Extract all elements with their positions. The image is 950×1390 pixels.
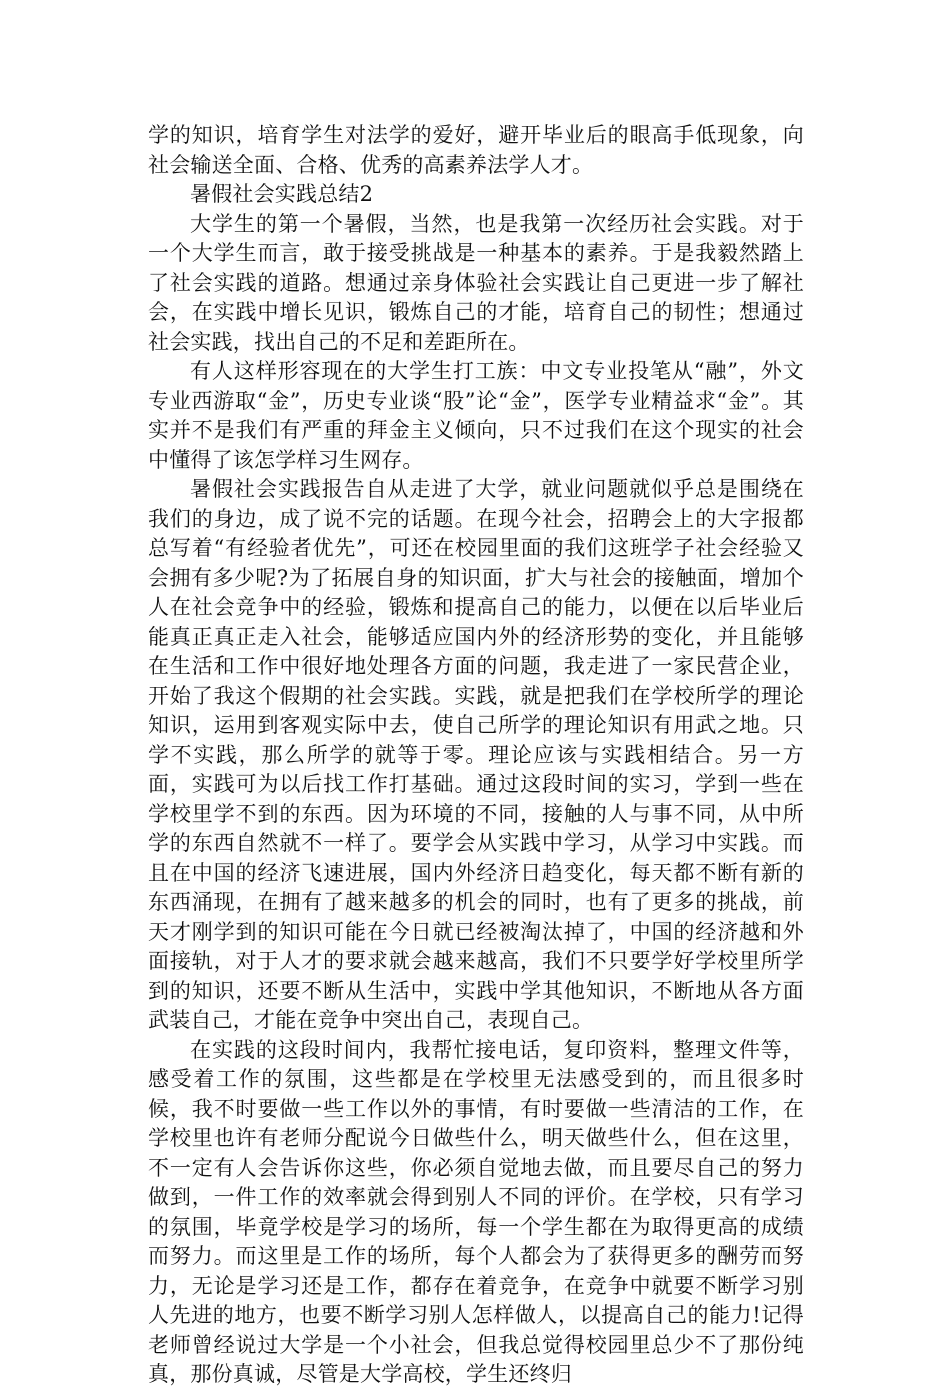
- paragraph-continued: 学的知识，培育学生对法学的爱好，避开毕业后的眼高手低现象，向社会输送全面、合格、优秀的高素养法学人才。: [148, 123, 804, 177]
- paragraph: 在实践的这段时间内，我帮忙接电话，复印资料，整理文件等，感受着工作的氛围，这些都是在学校里无法感受到的，而且很多时候，我不时要做一些工作以外的事情，有时要做一些清洁的工作，在学校里也许有老师分配说今日做些什么，明天做些什么，但在这里，不一定有人会告诉你这些，你必须自觉地去做，而且要尽自己的努力做到，一件工作的效率就会得到别人不同的评价。在学校，只有学习的氛围，毕竟学校是学习的场所，每一个学生都在为取得更高的成绩而努力。而这里是工作的场所，每个人都会为了获得更多的酬劳而努力，无论是学习还是工作，都存在着竞争，在竞争中就要不断学习别人先进的地方，也要不断学习别人怎样做人，以提高自己的能力!记得老师曾经说过大学是一个小社会，但我总觉得校园里总少不了那份纯真，那份真诚，尽管是大学高校，学生还终归: [148, 1037, 804, 1386]
- paragraph: 大学生的第一个暑假，当然，也是我第一次经历社会实践。对于一个大学生而言，敢于接受挑战是一种基本的素养。于是我毅然踏上了社会实践的道路。想通过亲身体验社会实践让自己更进一步了解社会，在实践中增长见识，锻炼自己的才能，培育自己的韧性；想通过社会实践，找出自己的不足和差距所在。: [148, 211, 804, 354]
- paragraph: 有人这样形容现在的大学生打工族：中文专业投笔从“融”，外文专业西游取“金”，历史专业谈“股”论“金”，医学专业精益求“金”。其实并不是我们有严重的拜金主义倾向，只不过我们在这个现实的社会中懂得了该怎学样习生网存。: [148, 359, 804, 472]
- document-body: [148, 121, 804, 1390]
- section-heading: 暑假社会实践总结2: [190, 182, 374, 206]
- paragraph: 暑假社会实践报告自从走进了大学，就业问题就似乎总是围绕在我们的身边，成了说不完的话题。在现今社会，招聘会上的大字报都总写着“有经验者优先”，可还在校园里面的我们这班学子社会经验又会拥有多少呢?为了拓展自身的知识面，扩大与社会的接触面，增加个人在社会竞争中的经验，锻炼和提高自己的能力，以便在以后毕业后能真正真正走入社会，能够适应国内外的经济形势的变化，并且能够在生活和工作中很好地处理各方面的问题，我走进了一家民营企业，开始了我这个假期的社会实践。实践，就是把我们在学校所学的理论知识，运用到客观实际中去，使自己所学的理论知识有用武之地。只学不实践，那么所学的就等于零。理论应该与实践相结合。另一方面，实践可为以后找工作打基础。通过这段时间的实习，学到一些在学校里学不到的东西。因为环境的不同，接触的人与事不同，从中所学的东西自然就不一样了。要学会从实践中学习，从学习中实践。而且在中国的经济飞速进展，国内外经济日趋变化，每天都不断有新的东西涌现，在拥有了越来越多的机会的同时，也有了更多的挑战，前天才刚学到的知识可能在今日就已经被淘汰掉了，中国的经济越和外面接轨，对于人才的要求就会越来越高，我们不只要学好学校里所学到的知识，还要不断从生活中，实践中学其他知识，不断地从各方面武装自己，才能在竞争中突出自己，表现自己。: [148, 477, 804, 1032]
